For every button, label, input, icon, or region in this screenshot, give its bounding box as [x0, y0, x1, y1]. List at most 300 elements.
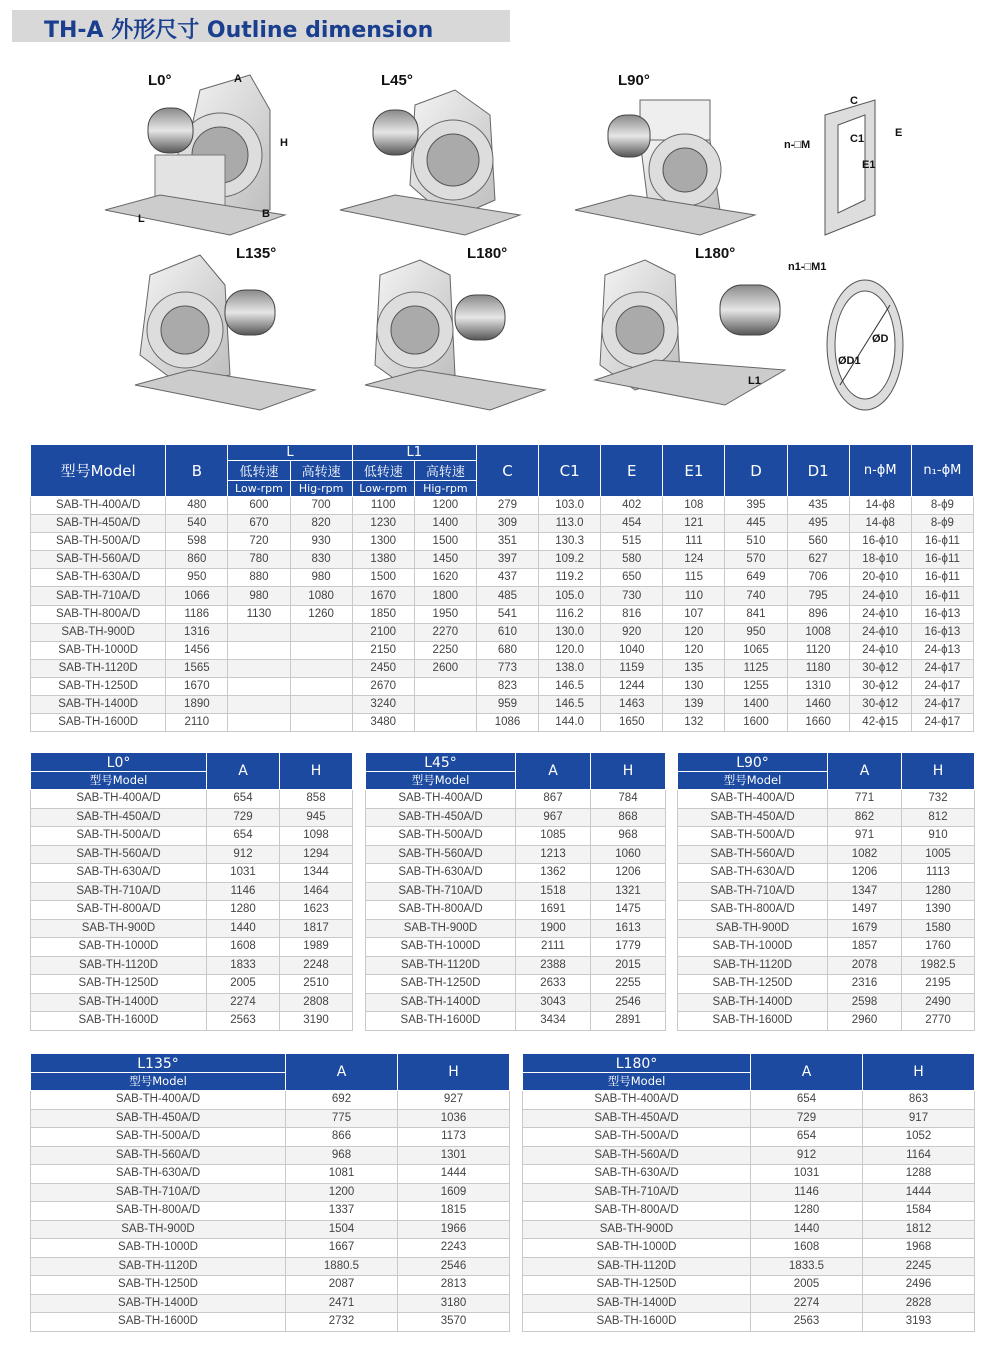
table-cell: 1444: [398, 1165, 510, 1184]
table-cell: [290, 659, 352, 677]
table-cell: SAB-TH-630A/D: [523, 1165, 751, 1184]
table-cell: 600: [228, 497, 290, 515]
table-cell: 1200: [286, 1183, 398, 1202]
header-b: B: [166, 445, 228, 497]
table-cell: 515: [601, 533, 663, 551]
table-cell: 1779: [591, 938, 666, 957]
header-n-m: n-ϕM: [849, 445, 911, 497]
table-cell: 2510: [280, 975, 353, 994]
table-cell: 1400: [725, 696, 787, 714]
fan-l180-drawing-a: [365, 260, 545, 410]
table-cell: 1113: [902, 864, 975, 883]
table-cell: 1817: [280, 919, 353, 938]
table-cell: SAB-TH-1400D: [523, 1294, 751, 1313]
table-cell: 124: [663, 551, 725, 569]
table-row: [31, 1012, 353, 1031]
table-cell: 927: [398, 1091, 510, 1110]
table-cell: 912: [207, 845, 280, 864]
table-row: [31, 808, 353, 827]
table-cell: 24-ϕ17: [911, 659, 973, 677]
label-l90: L90°: [618, 72, 650, 89]
table-row: [523, 1183, 975, 1202]
table-cell: 1812: [863, 1220, 975, 1239]
table-row: [523, 1146, 975, 1165]
table-cell: SAB-TH-710A/D: [366, 882, 516, 901]
table-cell: 560: [787, 533, 849, 551]
table-row: [523, 1165, 975, 1184]
table-cell: SAB-TH-1250D: [678, 975, 828, 994]
table-cell: SAB-TH-630A/D: [31, 864, 207, 883]
table-cell: 108: [663, 497, 725, 515]
table-cell: 1080: [290, 587, 352, 605]
table-cell: 692: [286, 1091, 398, 1110]
table-cell: 896: [787, 605, 849, 623]
table-cell: SAB-TH-1000D: [31, 1239, 286, 1258]
table-cell: 14-ϕ8: [849, 497, 911, 515]
table-cell: 437: [476, 569, 538, 587]
table-cell: 1036: [398, 1109, 510, 1128]
table-cell: SAB-TH-1250D: [31, 677, 166, 695]
table-cell: 570: [725, 551, 787, 569]
header-c1: C1: [539, 445, 601, 497]
table-cell: SAB-TH-1250D: [31, 975, 207, 994]
table-row: [523, 1239, 975, 1258]
round-flange-drawing: [827, 280, 903, 410]
table-row: [31, 677, 974, 695]
table-cell: 1086: [476, 714, 538, 732]
label-l0: L0°: [148, 72, 172, 89]
table-cell: 24-ϕ10: [849, 641, 911, 659]
table-cell: 1213: [516, 845, 591, 864]
table-cell: 1159: [601, 659, 663, 677]
table-cell: 2813: [398, 1276, 510, 1295]
table-cell: 967: [516, 808, 591, 827]
table-cell: 1600: [725, 714, 787, 732]
rect-flange-c: C: [850, 95, 858, 107]
table-cell: 868: [591, 808, 666, 827]
table-row: [31, 1109, 510, 1128]
table-cell: SAB-TH-1400D: [366, 993, 516, 1012]
table-row: [678, 808, 975, 827]
round-flange-d1: ØD1: [838, 355, 861, 367]
table-row: [366, 790, 666, 809]
table-cell: 1500: [414, 533, 476, 551]
header-angle: L45°: [424, 754, 457, 771]
fan-l135-drawing: [135, 255, 315, 410]
table-cell: 2563: [207, 1012, 280, 1031]
table-cell: 16-ϕ10: [849, 533, 911, 551]
table-cell: 950: [166, 569, 228, 587]
table-cell: SAB-TH-500A/D: [31, 827, 207, 846]
table-cell: SAB-TH-400A/D: [678, 790, 828, 809]
table-cell: 139: [663, 696, 725, 714]
table-cell: SAB-TH-900D: [678, 919, 828, 938]
table-cell: 920: [601, 623, 663, 641]
rect-flange-e1: E1: [862, 159, 876, 171]
header-e1: E1: [663, 445, 725, 497]
table-cell: SAB-TH-1120D: [678, 956, 828, 975]
table-cell: 2195: [902, 975, 975, 994]
main-dimension-table: [30, 444, 974, 732]
header-model: 型号Model: [31, 771, 206, 788]
table-cell: SAB-TH-1000D: [523, 1239, 751, 1258]
table-cell: SAB-TH-1000D: [31, 641, 166, 659]
table-cell: 860: [166, 551, 228, 569]
table-cell: SAB-TH-560A/D: [366, 845, 516, 864]
table-cell: 1444: [863, 1183, 975, 1202]
table-cell: 1966: [398, 1220, 510, 1239]
table-cell: 1650: [601, 714, 663, 732]
header-a: A: [828, 753, 902, 790]
round-flange-d: ØD: [872, 333, 889, 345]
table-cell: 858: [280, 790, 353, 809]
table-cell: 2808: [280, 993, 353, 1012]
table-cell: 2546: [398, 1257, 510, 1276]
label-l180-a: L180°: [467, 245, 508, 262]
table-cell: [290, 641, 352, 659]
table-cell: SAB-TH-800A/D: [31, 901, 207, 920]
table-cell: 1679: [828, 919, 902, 938]
table-cell: 138.0: [539, 659, 601, 677]
table-cell: [290, 623, 352, 641]
table-cell: 485: [476, 587, 538, 605]
table-cell: 1857: [828, 938, 902, 957]
table-cell: 1620: [414, 569, 476, 587]
table-cell: 1052: [863, 1128, 975, 1147]
table-cell: 1288: [863, 1165, 975, 1184]
table-cell: 1900: [516, 919, 591, 938]
table-cell: 20-ϕ10: [849, 569, 911, 587]
header-h: H: [398, 1054, 510, 1091]
table-cell: 598: [166, 533, 228, 551]
table-cell: 541: [476, 605, 538, 623]
table-cell: SAB-TH-1600D: [523, 1313, 751, 1332]
table-cell: 3193: [863, 1313, 975, 1332]
table-row: [523, 1091, 975, 1110]
table-cell: 8-ϕ9: [911, 515, 973, 533]
table-cell: 880: [228, 569, 290, 587]
table-cell: SAB-TH-1120D: [366, 956, 516, 975]
table-cell: 1500: [352, 569, 414, 587]
header-h: H: [902, 753, 975, 790]
table-cell: 1244: [601, 677, 663, 695]
table-row: [366, 864, 666, 883]
table-cell: SAB-TH-800A/D: [523, 1202, 751, 1221]
table-row: [523, 1313, 975, 1332]
table-cell: 3240: [352, 696, 414, 714]
table-row: [523, 1128, 975, 1147]
table-cell: 2248: [280, 956, 353, 975]
table-row: [678, 1012, 975, 1031]
table-cell: 1065: [725, 641, 787, 659]
table-cell: SAB-TH-450A/D: [678, 808, 828, 827]
table-cell: 968: [591, 827, 666, 846]
table-cell: 930: [290, 533, 352, 551]
table-cell: 1082: [828, 845, 902, 864]
table-cell: SAB-TH-630A/D: [366, 864, 516, 883]
table-cell: 2670: [352, 677, 414, 695]
fan-diagrams: [0, 55, 1000, 435]
table-row: [31, 919, 353, 938]
table-cell: 1880.5: [286, 1257, 398, 1276]
header-angle-model: [523, 1054, 751, 1091]
table-cell: 24-ϕ10: [849, 587, 911, 605]
table-cell: SAB-TH-800A/D: [31, 1202, 286, 1221]
table-cell: 950: [725, 623, 787, 641]
table-cell: SAB-TH-400A/D: [523, 1091, 751, 1110]
table-cell: SAB-TH-560A/D: [678, 845, 828, 864]
table-cell: 775: [286, 1109, 398, 1128]
table-cell: 24-ϕ13: [911, 641, 973, 659]
table-cell: 510: [725, 533, 787, 551]
table-cell: 454: [601, 515, 663, 533]
table-cell: 1098: [280, 827, 353, 846]
header-l1-low: 低转速: [352, 461, 414, 481]
table-cell: 130.0: [539, 623, 601, 641]
table-cell: 968: [286, 1146, 398, 1165]
table-cell: SAB-TH-1400D: [678, 993, 828, 1012]
table-cell: 1440: [207, 919, 280, 938]
table-row: [31, 1257, 510, 1276]
table-cell: [228, 696, 290, 714]
table-row: [678, 827, 975, 846]
table-cell: 130: [663, 677, 725, 695]
table-row: [31, 696, 974, 714]
table-cell: 1173: [398, 1128, 510, 1147]
table-cell: 1623: [280, 901, 353, 920]
label-l45: L45°: [381, 72, 413, 89]
table-row: [31, 993, 353, 1012]
table-cell: 1300: [352, 533, 414, 551]
header-l-low: 低转速: [228, 461, 290, 481]
header-l1-high-en: Hig-rpm: [414, 481, 476, 497]
table-cell: 146.5: [539, 696, 601, 714]
table-cell: SAB-TH-1400D: [31, 696, 166, 714]
header-angle-model: [31, 753, 207, 790]
rect-flange-e: E: [895, 127, 903, 139]
table-cell: 1667: [286, 1239, 398, 1258]
table-row: [523, 1276, 975, 1295]
table-cell: 912: [751, 1146, 863, 1165]
table-cell: 795: [787, 587, 849, 605]
table-cell: 30-ϕ12: [849, 659, 911, 677]
table-row: [31, 605, 974, 623]
table-cell: 650: [601, 569, 663, 587]
header-angle-model: [678, 753, 828, 790]
table-row: [31, 569, 974, 587]
table-cell: 1206: [828, 864, 902, 883]
table-cell: 1316: [166, 623, 228, 641]
table-cell: 1337: [286, 1202, 398, 1221]
table-cell: 24-ϕ17: [911, 696, 973, 714]
table-cell: 2471: [286, 1294, 398, 1313]
header-l1-high: 高转速: [414, 461, 476, 481]
table-cell: SAB-TH-560A/D: [31, 1146, 286, 1165]
table-cell: 351: [476, 533, 538, 551]
table-cell: SAB-TH-560A/D: [31, 551, 166, 569]
table-cell: SAB-TH-900D: [31, 919, 207, 938]
table-cell: 111: [663, 533, 725, 551]
table-cell: 1005: [902, 845, 975, 864]
table-cell: 2633: [516, 975, 591, 994]
table-cell: 1206: [591, 864, 666, 883]
table-cell: 1460: [787, 696, 849, 714]
table-cell: 2563: [751, 1313, 863, 1332]
table-cell: 3434: [516, 1012, 591, 1031]
table-cell: SAB-TH-1250D: [366, 975, 516, 994]
table-cell: 773: [476, 659, 538, 677]
table-cell: 1146: [751, 1183, 863, 1202]
table-cell: 1670: [166, 677, 228, 695]
dim-l: L: [138, 213, 145, 225]
table-cell: 480: [166, 497, 228, 515]
table-cell: 1609: [398, 1183, 510, 1202]
table-cell: 2255: [591, 975, 666, 994]
table-cell: [414, 714, 476, 732]
table-cell: 130.3: [539, 533, 601, 551]
table-row: [678, 938, 975, 957]
table-cell: 1456: [166, 641, 228, 659]
table-cell: 14-ϕ8: [849, 515, 911, 533]
table-cell: 812: [902, 808, 975, 827]
table-cell: 445: [725, 515, 787, 533]
table-cell: 1463: [601, 696, 663, 714]
table-cell: 1125: [725, 659, 787, 677]
table-cell: SAB-TH-1120D: [523, 1257, 751, 1276]
round-flange-holes: n1-□M1: [788, 261, 827, 273]
table-cell: 2078: [828, 956, 902, 975]
table-cell: 2111: [516, 938, 591, 957]
table-l0: [30, 752, 353, 1031]
table-cell: 1580: [902, 919, 975, 938]
main-table-body: [31, 497, 974, 732]
table-row: [366, 827, 666, 846]
table-row: [366, 956, 666, 975]
table-cell: 841: [725, 605, 787, 623]
table-cell: 649: [725, 569, 787, 587]
header-l-high: 高转速: [290, 461, 352, 481]
table-cell: 3570: [398, 1313, 510, 1332]
table-cell: SAB-TH-1120D: [31, 1257, 286, 1276]
table-cell: 1584: [863, 1202, 975, 1221]
table-cell: 1504: [286, 1220, 398, 1239]
table-cell: [228, 677, 290, 695]
table-cell: 2110: [166, 714, 228, 732]
table-cell: SAB-TH-900D: [366, 919, 516, 938]
table-cell: 8-ϕ9: [911, 497, 973, 515]
table-cell: 1518: [516, 882, 591, 901]
table-row: [366, 993, 666, 1012]
table-row: [523, 1109, 975, 1128]
page-title: TH-A 外形尺寸 Outline dimension: [44, 18, 434, 43]
header-a: A: [516, 753, 591, 790]
table-cell: 1146: [207, 882, 280, 901]
table-cell: 700: [290, 497, 352, 515]
table-cell: SAB-TH-500A/D: [31, 1128, 286, 1147]
table-cell: 2274: [207, 993, 280, 1012]
table-row: [31, 901, 353, 920]
fan-l45-drawing: [340, 90, 520, 235]
table-cell: SAB-TH-710A/D: [31, 1183, 286, 1202]
table-l45: [365, 752, 666, 1031]
table-cell: 816: [601, 605, 663, 623]
table-cell: 2598: [828, 993, 902, 1012]
header-n1-m: n₁-ϕM: [911, 445, 973, 497]
table-cell: 110: [663, 587, 725, 605]
table-cell: 103.0: [539, 497, 601, 515]
table-row: [678, 901, 975, 920]
table-row: [678, 975, 975, 994]
table-cell: [228, 659, 290, 677]
table-cell: 16-ϕ13: [911, 623, 973, 641]
table-cell: 16-ϕ11: [911, 569, 973, 587]
table-cell: SAB-TH-500A/D: [31, 533, 166, 551]
table-l180: [522, 1053, 975, 1332]
header-d: D: [725, 445, 787, 497]
table-cell: 30-ϕ12: [849, 696, 911, 714]
header-l1-low-en: Low-rpm: [352, 481, 414, 497]
table-row: [31, 551, 974, 569]
table-cell: 1294: [280, 845, 353, 864]
table-row: [366, 919, 666, 938]
table-cell: 610: [476, 623, 538, 641]
table-cell: 24-ϕ17: [911, 714, 973, 732]
table-cell: 2005: [751, 1276, 863, 1295]
table-cell: 1608: [751, 1239, 863, 1258]
table-row: [31, 1128, 510, 1147]
table-cell: 2087: [286, 1276, 398, 1295]
table-cell: 1982.5: [902, 956, 975, 975]
table-cell: 720: [228, 533, 290, 551]
table-cell: 395: [725, 497, 787, 515]
table-cell: 862: [828, 808, 902, 827]
table-row: [366, 938, 666, 957]
header-h: H: [863, 1054, 975, 1091]
table-cell: 1280: [751, 1202, 863, 1221]
table-cell: SAB-TH-1600D: [31, 1313, 286, 1332]
table-cell: 397: [476, 551, 538, 569]
table-row: [678, 790, 975, 809]
table-cell: 1260: [290, 605, 352, 623]
table-cell: 1164: [863, 1146, 975, 1165]
table-cell: 1950: [414, 605, 476, 623]
table-cell: 1833.5: [751, 1257, 863, 1276]
table-cell: SAB-TH-500A/D: [678, 827, 828, 846]
table-cell: 1200: [414, 497, 476, 515]
table-cell: 2243: [398, 1239, 510, 1258]
table-cell: 654: [751, 1128, 863, 1147]
table-cell: 2600: [414, 659, 476, 677]
header-a: A: [286, 1054, 398, 1091]
table-cell: 1031: [207, 864, 280, 883]
table-cell: 2015: [591, 956, 666, 975]
table-cell: 119.2: [539, 569, 601, 587]
table-cell: SAB-TH-450A/D: [366, 808, 516, 827]
table-cell: 16-ϕ11: [911, 533, 973, 551]
table-row: [523, 1220, 975, 1239]
header-model: 型号Model: [678, 771, 827, 788]
table-row: [31, 714, 974, 732]
header-angle: L180°: [615, 1055, 658, 1072]
table-cell: 945: [280, 808, 353, 827]
table-cell: 16-ϕ11: [911, 551, 973, 569]
table-cell: 135: [663, 659, 725, 677]
table-cell: 2150: [352, 641, 414, 659]
table-cell: 1613: [591, 919, 666, 938]
table-cell: 863: [863, 1091, 975, 1110]
table-cell: SAB-TH-710A/D: [31, 882, 207, 901]
header-l-high-en: Hig-rpm: [290, 481, 352, 497]
